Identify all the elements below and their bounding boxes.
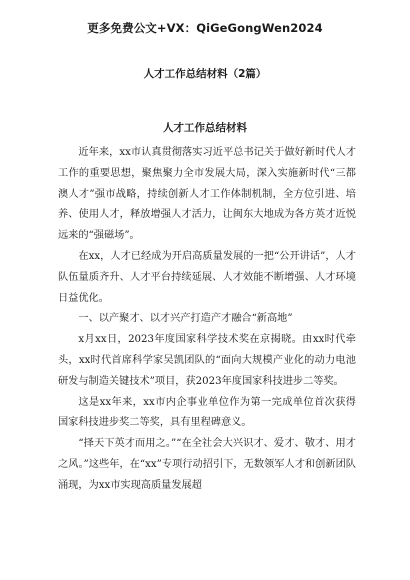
paragraph: 这是xx年来，xx市内企事业单位作为第一完成单位首次获得国家科技进步奖二等奖，具有里程碑意义。 (58, 396, 356, 429)
paragraph: 近年来，xx市认真贯彻落实习近平总书记关于做好新时代人才工作的重要思想，聚焦聚力全市发展大局，深入实施新时代“三都澳人才”强市战略，持续创新人才工作体制机制，全方位引进、培养、使用人才，释放增强人才活力，让闽东大地成为各方英才近悦远来的“强磁场”。 (58, 147, 356, 242)
section-title: 人才工作总结材料 (163, 122, 247, 134)
paragraph: 在xx，人才已经成为开启高质量发展的一把“公开讲话”，人才队伍量质齐升、人才平台持续延展、人才效能不断增强、人才环境日益优化。 (58, 250, 356, 304)
document-title: 人才工作总结材料（2篇） (143, 68, 267, 80)
paragraph: x月xx日，2023年度国家科学技术奖在京揭晓。由xx时代牵头，xx时代首席科学家吴凯团队的“面向大规模产业化的动力电池研发与制造关键技术”项目，获2023年度国家科技进步二等奖。 (58, 334, 356, 387)
paragraph: “择天下英才而用之。”“在全社会大兴识才、爱才、敬才、用才之风。”这些年，在“xx”专项行动招引下，无数领军人才和创新团队涌现，为xx市实现高质量发展超 (58, 438, 356, 491)
promo-banner: 更多免费公文+VX：QiGeGongWen2024 (87, 21, 323, 35)
article-body (58, 143, 356, 497)
section-heading: 一、以产聚才、以才兴产打造产才融合“新高地” (78, 313, 293, 325)
